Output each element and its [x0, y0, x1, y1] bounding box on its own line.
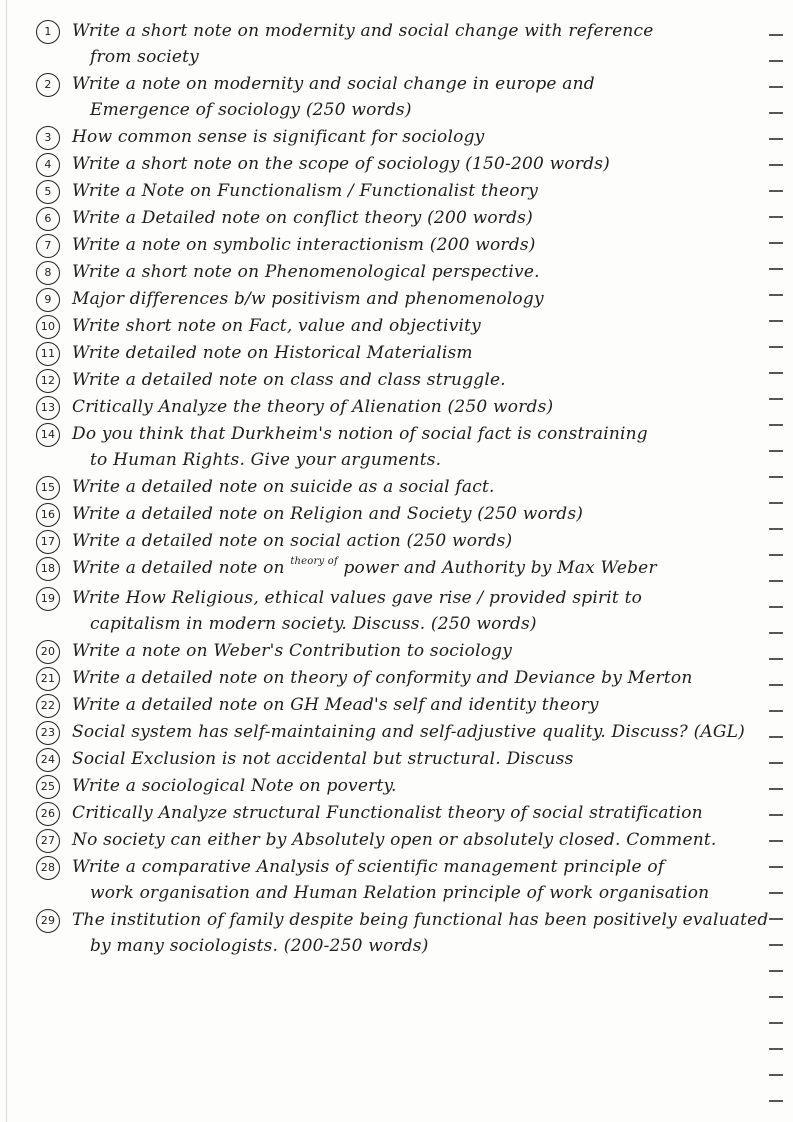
question-number: 12	[36, 369, 60, 393]
question-number: 8	[36, 261, 60, 285]
question-text: Write a short note on modernity and social change with reference	[72, 21, 654, 41]
question-number: 3	[36, 126, 60, 150]
question-number: 9	[36, 288, 60, 312]
margin-tick	[769, 1022, 783, 1024]
question-text: Write a note on Weber's Contribution to sociology	[72, 641, 513, 661]
question-item	[36, 719, 776, 745]
question-text: Write a detailed note on class and class struggle.	[72, 370, 506, 390]
question-text: Social system has self-maintaining and self-adjustive quality. Discuss? (AGL)	[72, 722, 745, 742]
question-item	[36, 151, 776, 177]
margin-tick	[769, 970, 783, 972]
question-number: 29	[36, 909, 60, 933]
question-text: Write short note on Fact, value and objectivity	[72, 316, 481, 336]
question-item	[36, 367, 776, 393]
question-text-continued: from society	[90, 47, 199, 67]
question-number: 28	[36, 856, 60, 880]
question-text-continued: work organisation and Human Relation principle of work organisation	[90, 883, 710, 903]
question-text: Write a detailed note on suicide as a social fact.	[72, 477, 495, 497]
page-left-edge	[6, 0, 7, 1122]
question-item	[36, 394, 776, 420]
question-text: Write a short note on the scope of sociology (150-200 words)	[72, 154, 610, 174]
question-text: No society can either by Absolutely open or absolutely closed. Comment.	[72, 830, 717, 850]
question-text: Write a detailed note on Religion and Society (250 words)	[72, 504, 584, 524]
question-text: Write a detailed note on social action (250 words)	[72, 531, 513, 551]
question-text-tail: power and Authority by Max Weber	[343, 558, 657, 578]
question-text: The institution of family despite being functional has been positively evaluated	[72, 910, 769, 930]
question-number: 21	[36, 667, 60, 691]
question-text: Write a note on symbolic interactionism (200 words)	[72, 235, 536, 255]
question-number: 10	[36, 315, 60, 339]
question-item	[36, 665, 776, 691]
question-text-continued: capitalism in modern society. Discuss. (250 words)	[90, 614, 537, 634]
question-item	[36, 421, 776, 473]
question-text-continued: by many sociologists. (200-250 words)	[90, 936, 429, 956]
question-item	[36, 178, 776, 204]
question-text: Write a detailed note on theory of conformity and Deviance by Merton	[72, 668, 693, 688]
question-item	[36, 555, 776, 584]
question-text: How common sense is significant for sociology	[72, 127, 485, 147]
question-item	[36, 746, 776, 772]
question-number: 7	[36, 234, 60, 258]
question-text: Write detailed note on Historical Materialism	[72, 343, 473, 363]
question-number: 2	[36, 73, 60, 97]
question-text: Major differences b/w positivism and phenomenology	[72, 289, 544, 309]
question-item	[36, 528, 776, 554]
question-text: Write How Religious, ethical values gave rise / provided spirit to	[72, 588, 643, 608]
question-number: 22	[36, 694, 60, 718]
question-item	[36, 259, 776, 285]
question-text: Write a Detailed note on conflict theory (200 words)	[72, 208, 533, 228]
question-number: 14	[36, 423, 60, 447]
question-text-continued: Emergence of sociology (250 words)	[90, 100, 412, 120]
question-number: 13	[36, 396, 60, 420]
question-text: Write a short note on Phenomenological perspective.	[72, 262, 540, 282]
question-number: 26	[36, 802, 60, 826]
question-item	[36, 340, 776, 366]
question-text: Write a detailed note on GH Mead's self and identity theory	[72, 695, 599, 715]
margin-tick	[769, 996, 783, 998]
question-item	[36, 800, 776, 826]
question-text: Critically Analyze structural Functionalist theory of social stratification	[72, 803, 703, 823]
question-item	[36, 18, 776, 70]
question-number: 17	[36, 530, 60, 554]
question-number: 20	[36, 640, 60, 664]
question-text: Write a sociological Note on poverty.	[72, 776, 397, 796]
question-item	[36, 501, 776, 527]
question-item	[36, 232, 776, 258]
question-item	[36, 205, 776, 231]
question-number: 25	[36, 775, 60, 799]
margin-tick	[769, 1048, 783, 1050]
question-number: 19	[36, 587, 60, 611]
question-item	[36, 71, 776, 123]
question-item	[36, 124, 776, 150]
margin-tick	[769, 1074, 783, 1076]
question-item	[36, 638, 776, 664]
question-number: 15	[36, 476, 60, 500]
inserted-note: theory of	[290, 556, 338, 567]
question-text-continued: to Human Rights. Give your arguments.	[90, 450, 442, 470]
question-number: 18	[36, 557, 60, 581]
question-item	[36, 313, 776, 339]
question-number: 27	[36, 829, 60, 853]
question-list	[36, 18, 776, 960]
question-number: 1	[36, 20, 60, 44]
margin-tick	[769, 1100, 783, 1102]
question-item	[36, 854, 776, 906]
question-text: Write a Note on Functionalism / Functionalist theory	[72, 181, 538, 201]
question-number: 24	[36, 748, 60, 772]
question-number: 4	[36, 153, 60, 177]
question-text: Do you think that Durkheim's notion of social fact is constraining	[72, 424, 648, 444]
question-text: Write a note on modernity and social change in europe and	[72, 74, 595, 94]
question-number: 16	[36, 503, 60, 527]
question-text: Social Exclusion is not accidental but structural. Discuss	[72, 749, 574, 769]
question-item	[36, 692, 776, 718]
question-number: 5	[36, 180, 60, 204]
question-item	[36, 286, 776, 312]
question-item	[36, 907, 776, 959]
question-item	[36, 474, 776, 500]
question-number: 6	[36, 207, 60, 231]
question-item	[36, 773, 776, 799]
question-number: 11	[36, 342, 60, 366]
question-item	[36, 827, 776, 853]
question-text: Write a detailed note on	[72, 558, 285, 578]
question-number: 23	[36, 721, 60, 745]
question-item	[36, 585, 776, 637]
question-text: Critically Analyze the theory of Alienation (250 words)	[72, 397, 554, 417]
question-text: Write a comparative Analysis of scientific management principle of	[72, 857, 665, 877]
